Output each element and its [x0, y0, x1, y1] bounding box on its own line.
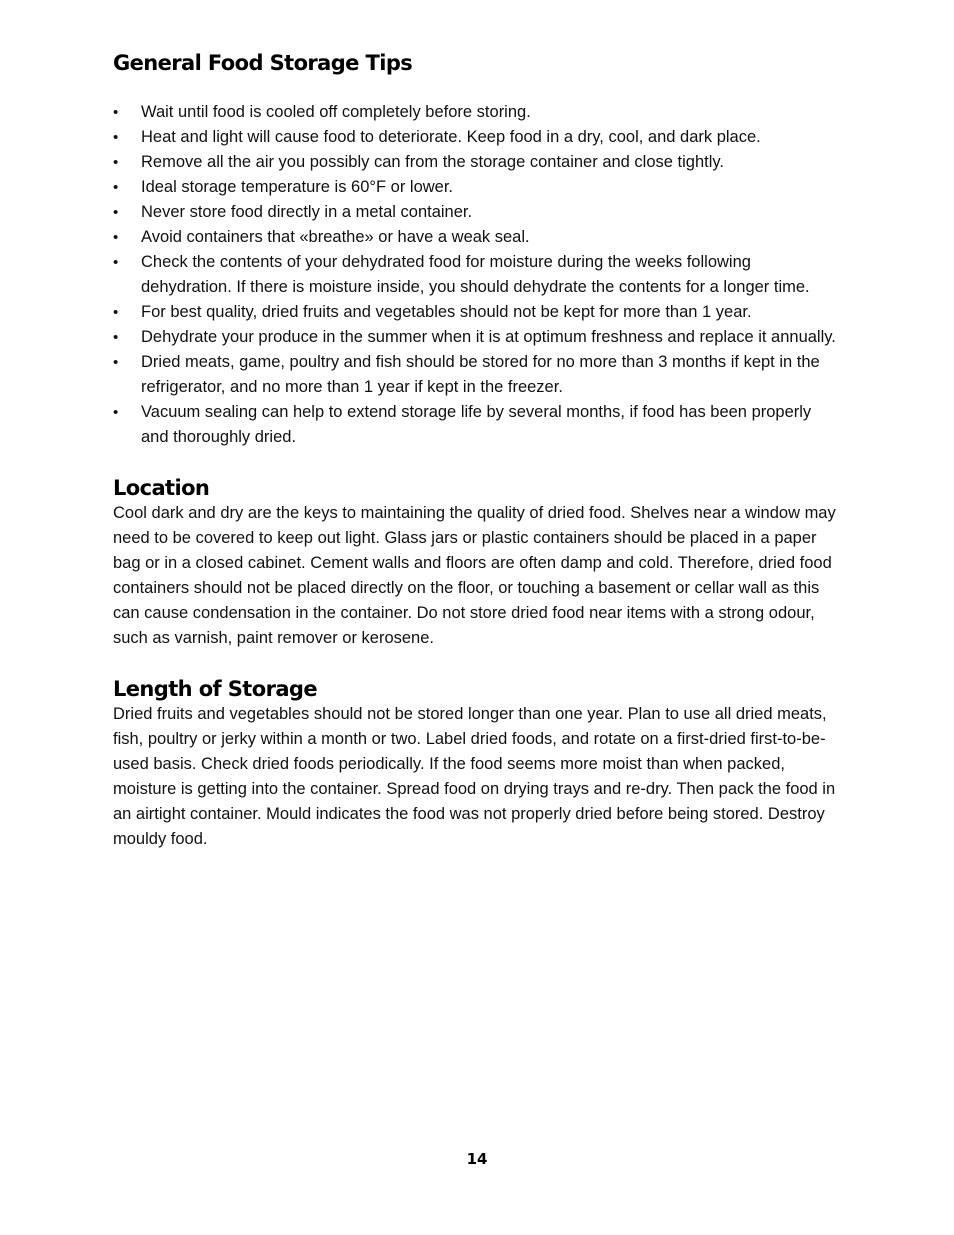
list-item-text: Ideal storage temperature is 60°F or lower.	[141, 178, 454, 196]
bullet-icon: •	[113, 304, 119, 321]
length-of-storage-section	[113, 674, 843, 852]
list-item-text: Remove all the air you possibly can from the storage container and close tightly.	[141, 153, 724, 171]
location-section	[113, 473, 843, 651]
bullet-icon: •	[113, 404, 119, 421]
bullet-icon: •	[113, 329, 119, 346]
list-item	[113, 325, 843, 350]
document-page	[113, 48, 843, 852]
list-item	[113, 225, 843, 250]
bullet-icon: •	[113, 229, 119, 246]
bullet-icon: •	[113, 179, 119, 196]
list-item	[113, 250, 843, 300]
location-heading: Location	[113, 476, 210, 500]
list-item	[113, 300, 843, 325]
bullet-icon: •	[113, 254, 119, 271]
tips-list	[113, 100, 843, 450]
page-number: 14	[466, 1150, 488, 1168]
length-of-storage-paragraph: Dried fruits and vegetables should not be stored longer than one year. Plan to use all dried meats, fish, poultry or jerky within a month or two. Label dried foods, and rotate on a first-dried first-to-be-used basis. Check dried foods periodically. If the food seems more moist than when packed, moisture is getting into the container. Spread food on drying trays and re-dry. Then pack the food in an airtight container. Mould indicates the food was not properly dried before being stored. Destroy mouldy food.	[113, 705, 836, 848]
bullet-icon: •	[113, 154, 119, 171]
list-item-text: Dried meats, game, poultry and fish should be stored for no more than 3 months if kept in the refrigerator, and no more than 1 year if kept in the freezer.	[141, 353, 820, 396]
list-item	[113, 200, 843, 225]
length-of-storage-heading: Length of Storage	[113, 677, 317, 701]
list-item-text: Vacuum sealing can help to extend storage life by several months, if food has been properly and thoroughly dried.	[141, 403, 812, 446]
bullet-icon: •	[113, 354, 119, 371]
list-item	[113, 175, 843, 200]
list-item	[113, 400, 843, 450]
location-paragraph: Cool dark and dry are the keys to maintaining the quality of dried food. Shelves near a window may need to be covered to keep out light. Glass jars or plastic containers should be placed in a paper bag or in a closed cabinet. Cement walls and floors are often damp and cold. Therefore, dried food containers should not be placed directly on the floor, or touching a basement or cellar wall as this can cause condensation in the container. Do not store dried food near items with a strong odour, such as varnish, paint remover or kerosene.	[113, 504, 836, 647]
list-item	[113, 150, 843, 175]
list-item	[113, 350, 843, 400]
list-item-text: Wait until food is cooled off completely before storing.	[141, 103, 531, 121]
list-item-text: Check the contents of your dehydrated food for moisture during the weeks following dehydration. If there is moisture inside, you should dehydrate the contents for a longer time.	[141, 253, 810, 296]
tips-heading: General Food Storage Tips	[113, 51, 413, 75]
list-item	[113, 125, 843, 150]
bullet-icon: •	[113, 204, 119, 221]
bullet-icon: •	[113, 104, 119, 121]
list-item-text: Dehydrate your produce in the summer when it is at optimum freshness and replace it annually.	[141, 328, 836, 346]
list-item	[113, 100, 843, 125]
bullet-icon: •	[113, 129, 119, 146]
list-item-text: Heat and light will cause food to deteriorate. Keep food in a dry, cool, and dark place.	[141, 128, 761, 146]
list-item-text: Never store food directly in a metal container.	[141, 203, 473, 221]
list-item-text: Avoid containers that «breathe» or have a weak seal.	[141, 228, 530, 246]
list-item-text: For best quality, dried fruits and vegetables should not be kept for more than 1 year.	[141, 303, 752, 321]
